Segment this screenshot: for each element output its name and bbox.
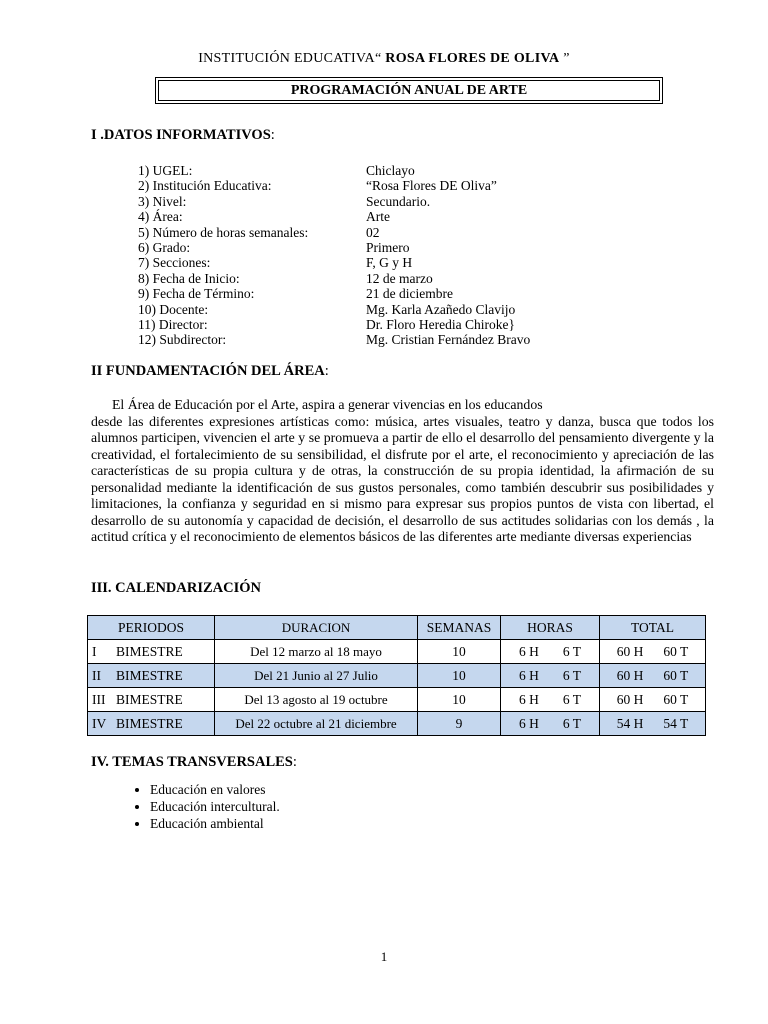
total-t: 60 T xyxy=(663,667,689,683)
total-t: 60 T xyxy=(663,691,689,707)
fundamentacion-paragraph xyxy=(91,397,714,546)
datos-value: Dr. Floro Heredia Chiroke} xyxy=(366,316,515,332)
periodo-number: II xyxy=(92,667,101,683)
datos-label: 10) Docente: xyxy=(138,301,209,317)
datos-label: 9) Fecha de Término: xyxy=(138,286,255,302)
total-h: 54 H xyxy=(616,715,644,731)
total-h: 60 H xyxy=(616,691,644,707)
datos-label: 3) Nivel: xyxy=(138,193,187,209)
table-row xyxy=(88,688,706,712)
cell-duracion: Del 22 octubre al 21 diciembre xyxy=(215,712,418,736)
horas-h: 6 H xyxy=(518,715,539,731)
datos-label: 6) Grado: xyxy=(138,239,191,255)
datos-row xyxy=(138,332,530,347)
datos-row xyxy=(138,286,530,301)
cell-semanas: 10 xyxy=(418,688,501,712)
section1-heading: I .DATOS INFORMATIVOS: xyxy=(91,127,275,143)
cell-periodo xyxy=(88,640,215,664)
datos-row xyxy=(138,255,530,270)
periodo-number: III xyxy=(92,691,106,707)
cell-horas xyxy=(501,712,600,736)
cell-duracion: Del 12 marzo al 18 mayo xyxy=(215,640,418,664)
calendar-table xyxy=(87,615,706,736)
institution-header xyxy=(0,51,768,67)
table-row xyxy=(88,712,706,736)
cell-horas xyxy=(501,688,600,712)
datos-label: 12) Subdirector: xyxy=(138,332,227,348)
horas-t: 6 T xyxy=(562,667,581,683)
institution-suffix: ” xyxy=(563,51,570,66)
cell-total xyxy=(600,712,706,736)
datos-value: F, G y H xyxy=(366,255,413,271)
datos-label: 7) Secciones: xyxy=(138,255,211,271)
cell-horas xyxy=(501,664,600,688)
document-title: PROGRAMACIÓN ANUAL DE ARTE xyxy=(158,80,660,101)
cell-semanas: 10 xyxy=(418,640,501,664)
table-row xyxy=(88,664,706,688)
title-box xyxy=(155,77,663,104)
datos-value: Primero xyxy=(366,239,410,255)
total-t: 54 T xyxy=(663,715,689,731)
horas-t: 6 T xyxy=(562,691,581,707)
cell-duracion: Del 13 agosto al 19 octubre xyxy=(215,688,418,712)
table-header-row xyxy=(88,616,706,640)
cell-total xyxy=(600,640,706,664)
datos-row xyxy=(138,317,530,332)
cell-semanas: 9 xyxy=(418,712,501,736)
institution-name: ROSA FLORES DE OLIVA xyxy=(385,51,560,66)
datos-value: Secundario. xyxy=(366,193,431,209)
datos-value: Mg. Cristian Fernández Bravo xyxy=(366,332,531,348)
horas-t: 6 T xyxy=(562,643,581,659)
cell-periodo xyxy=(88,664,215,688)
datos-label: 11) Director: xyxy=(138,316,208,332)
col-total: TOTAL xyxy=(600,616,706,640)
list-item: • Educación ambiental xyxy=(150,815,280,832)
col-horas: HORAS xyxy=(501,616,600,640)
cell-periodo xyxy=(88,688,215,712)
datos-label: 5) Número de horas semanales: xyxy=(138,224,309,240)
horas-h: 6 H xyxy=(518,667,539,683)
datos-value: Mg. Karla Azañedo Clavijo xyxy=(366,301,516,317)
section4-heading: IV. TEMAS TRANSVERSALES: xyxy=(91,754,297,770)
section2-heading: II FUNDAMENTACIÓN DEL ÁREA: xyxy=(91,363,329,379)
horas-h: 6 H xyxy=(518,643,539,659)
datos-value: “Rosa Flores DE Oliva” xyxy=(366,178,497,194)
datos-label: 2) Institución Educativa: xyxy=(138,178,272,194)
periodo-label: BIMESTRE xyxy=(116,715,183,731)
datos-row xyxy=(138,240,530,255)
section3-heading: III. CALENDARIZACIÓN xyxy=(91,580,261,596)
list-item: • Educación intercultural. xyxy=(150,798,280,815)
horas-t: 6 T xyxy=(562,715,581,731)
paragraph-body: desde las diferentes expresiones artísticas como: música, artes visuales, teatro y danza, busca que todos los alumnos participen, vivencien el arte y se promueva a partir de ello el desarrollo del pensamiento divergente y la creatividad, el fortalecimiento de su sensibilidad, el disfrute por el arte, el reconocimiento y apreciación de las características de su propia cultura y de otras, la construcción de su propia identidad, la afirmación de su personalidad mediante la identificación de sus gustos personales, como también descubrir sus posibilidades y limitaciones, la confianza y seguridad en si mismo para expresar sus propios puntos de vista con libertad, el desarrollo de su autonomía y capacidad de decisión, el desarrollo de sus actitudes solidarias con los demás , la actitud crítica y el reconocimiento de elementos básicos de las diferentes arte mediante diversas experiencias xyxy=(91,413,714,544)
datos-value: 21 de diciembre xyxy=(366,286,453,302)
datos-row xyxy=(138,225,530,240)
datos-row xyxy=(138,302,530,317)
datos-value: 12 de marzo xyxy=(366,270,433,286)
list-item: • Educación en valores xyxy=(150,781,280,798)
datos-value: Chiclayo xyxy=(366,163,415,178)
institution-prefix: INSTITUCIÓN EDUCATIVA“ xyxy=(198,51,382,66)
datos-label: 8) Fecha de Inicio: xyxy=(138,270,240,286)
periodo-label: BIMESTRE xyxy=(116,643,183,659)
col-semanas: SEMANAS xyxy=(418,616,501,640)
total-t: 60 T xyxy=(663,643,689,659)
cell-total xyxy=(600,664,706,688)
horas-h: 6 H xyxy=(518,691,539,707)
cell-periodo xyxy=(88,712,215,736)
datos-label: 1) UGEL: xyxy=(138,163,193,178)
datos-row xyxy=(138,209,530,224)
datos-row xyxy=(138,271,530,286)
periodo-number: I xyxy=(92,643,97,659)
cell-horas xyxy=(501,640,600,664)
temas-list xyxy=(110,781,280,832)
datos-row xyxy=(138,163,530,178)
datos-label: 4) Área: xyxy=(138,209,183,225)
datos-value: 02 xyxy=(366,224,380,240)
cell-total xyxy=(600,688,706,712)
cell-semanas: 10 xyxy=(418,664,501,688)
total-h: 60 H xyxy=(616,643,644,659)
table-row xyxy=(88,640,706,664)
datos-row xyxy=(138,178,530,193)
periodo-number: IV xyxy=(92,715,107,731)
datos-row xyxy=(138,194,530,209)
datos-value: Arte xyxy=(366,209,390,225)
periodo-label: BIMESTRE xyxy=(116,691,183,707)
cell-duracion: Del 21 Junio al 27 Julio xyxy=(215,664,418,688)
col-periodos: PERIODOS xyxy=(88,616,215,640)
datos-list xyxy=(138,163,530,348)
col-duracion: DURACION xyxy=(215,616,418,640)
page-number: 1 xyxy=(380,949,388,964)
paragraph-first-line: El Área de Educación por el Arte, aspira a generar vivencias en los educandos xyxy=(112,397,543,412)
periodo-label: BIMESTRE xyxy=(116,667,183,683)
total-h: 60 H xyxy=(616,667,644,683)
